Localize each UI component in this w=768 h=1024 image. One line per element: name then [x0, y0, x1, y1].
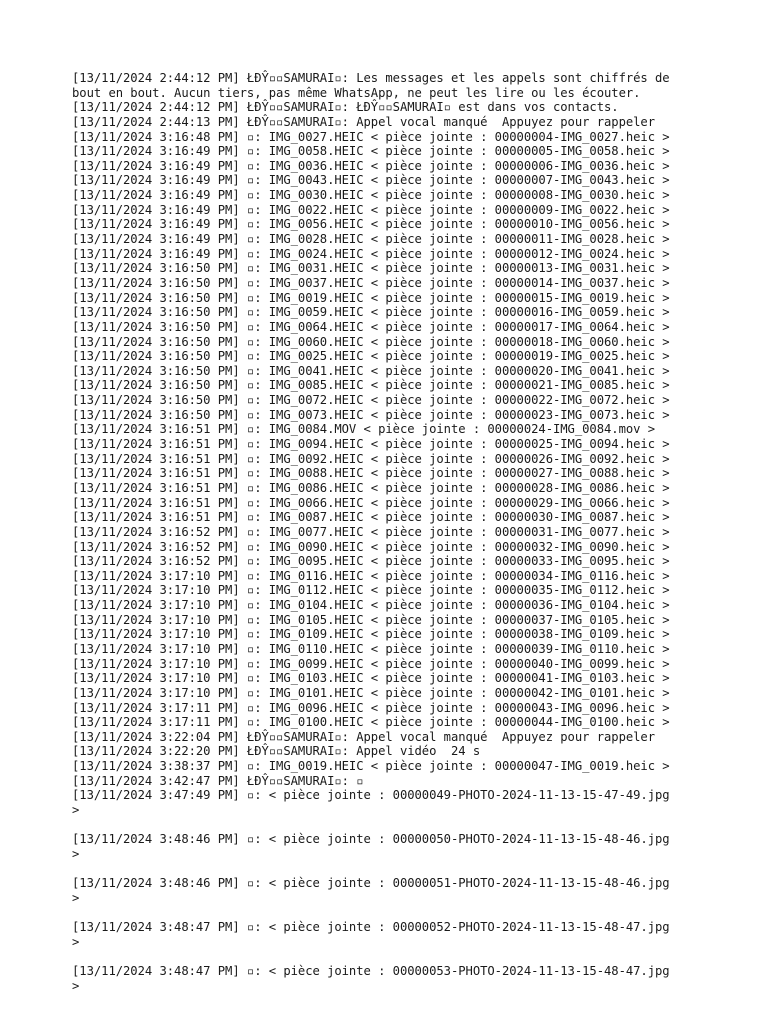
chat-line: [13/11/2024 3:16:49 PM] ▫: IMG_0036.HEIC < pièce jointe : 00000006-IMG_0036.heic >: [72, 158, 670, 173]
chat-line: [13/11/2024 3:16:50 PM] ▫: IMG_0064.HEIC < pièce jointe : 00000017-IMG_0064.heic >: [72, 319, 670, 334]
chat-line: [13/11/2024 3:16:51 PM] ▫: IMG_0066.HEIC < pièce jointe : 00000029-IMG_0066.heic >: [72, 495, 670, 510]
chat-line: [13/11/2024 3:38:37 PM] ▫: IMG_0019.HEIC < pièce jointe : 00000047-IMG_0019.heic >: [72, 759, 670, 774]
chat-line: [13/11/2024 3:16:49 PM] ▫: IMG_0043.HEIC < pièce jointe : 00000007-IMG_0043.heic >: [72, 173, 670, 188]
chat-line: [13/11/2024 2:44:12 PM] ŁĐŶ▫▫SAMURAI▫: Les messages et les appels sont chiffrés de: [72, 71, 670, 85]
chat-line: [13/11/2024 3:16:49 PM] ▫: IMG_0056.HEIC < pièce jointe : 00000010-IMG_0056.heic >: [72, 217, 670, 232]
chat-line: >: [72, 978, 80, 993]
chat-line: [13/11/2024 3:16:49 PM] ▫: IMG_0024.HEIC < pièce jointe : 00000012-IMG_0024.heic >: [72, 246, 670, 261]
chat-line: >: [72, 890, 80, 905]
chat-line: [13/11/2024 3:16:51 PM] ▫: IMG_0084.MOV < pièce jointe : 00000024-IMG_0084.mov >: [72, 422, 656, 437]
chat-line: [13/11/2024 3:16:52 PM] ▫: IMG_0077.HEIC < pièce jointe : 00000031-IMG_0077.heic >: [72, 524, 670, 539]
blank-line: [72, 949, 698, 964]
chat-line: [13/11/2024 3:16:50 PM] ▫: IMG_0025.HEIC < pièce jointe : 00000019-IMG_0025.heic >: [72, 349, 670, 364]
chat-line: [13/11/2024 3:16:48 PM] ▫: IMG_0027.HEIC < pièce jointe : 00000004-IMG_0027.heic >: [72, 129, 670, 144]
chat-line: [13/11/2024 3:16:50 PM] ▫: IMG_0060.HEIC < pièce jointe : 00000018-IMG_0060.heic >: [72, 334, 670, 349]
blank-line: [72, 862, 698, 877]
chat-line: [13/11/2024 3:17:10 PM] ▫: IMG_0101.HEIC < pièce jointe : 00000042-IMG_0101.heic >: [72, 685, 670, 700]
chat-line: [13/11/2024 3:16:52 PM] ▫: IMG_0090.HEIC < pièce jointe : 00000032-IMG_0090.heic >: [72, 539, 670, 554]
chat-line: [13/11/2024 3:22:04 PM] ŁĐŶ▫▫SAMURAI▫: Appel vocal manqué Appuyez pour rappeler: [72, 729, 656, 744]
chat-line: [13/11/2024 3:22:20 PM] ŁĐŶ▫▫SAMURAI▫: Appel vidéo 24 s: [72, 744, 481, 759]
chat-line: [13/11/2024 3:16:50 PM] ▫: IMG_0085.HEIC < pièce jointe : 00000021-IMG_0085.heic >: [72, 378, 670, 393]
chat-line: [13/11/2024 3:17:10 PM] ▫: IMG_0116.HEIC < pièce jointe : 00000034-IMG_0116.heic >: [72, 568, 670, 583]
chat-line: [13/11/2024 3:16:50 PM] ▫: IMG_0037.HEIC < pièce jointe : 00000014-IMG_0037.heic >: [72, 275, 670, 290]
chat-line: [13/11/2024 3:17:10 PM] ▫: IMG_0103.HEIC < pièce jointe : 00000041-IMG_0103.heic >: [72, 671, 670, 686]
chat-line: [13/11/2024 2:44:12 PM] ŁĐŶ▫▫SAMURAI▫: ŁĐŶ▫▫SAMURAI▫ est dans vos contacts.: [72, 100, 619, 115]
chat-line: [13/11/2024 3:16:51 PM] ▫: IMG_0088.HEIC < pièce jointe : 00000027-IMG_0088.heic >: [72, 466, 670, 481]
chat-line: [13/11/2024 3:16:51 PM] ▫: IMG_0086.HEIC < pièce jointe : 00000028-IMG_0086.heic >: [72, 480, 670, 495]
chat-line: [13/11/2024 3:17:10 PM] ▫: IMG_0104.HEIC < pièce jointe : 00000036-IMG_0104.heic >: [72, 598, 670, 613]
chat-line: bout en bout. Aucun tiers, pas même WhatsApp, ne peut les lire ou les écouter.: [72, 85, 641, 100]
chat-line: [13/11/2024 3:17:10 PM] ▫: IMG_0099.HEIC < pièce jointe : 00000040-IMG_0099.heic >: [72, 656, 670, 671]
chat-line: [13/11/2024 3:47:49 PM] ▫: < pièce jointe : 00000049-PHOTO-2024-11-13-15-47-49.jpg: [72, 788, 670, 803]
chat-line: [13/11/2024 3:16:52 PM] ▫: IMG_0095.HEIC < pièce jointe : 00000033-IMG_0095.heic >: [72, 554, 670, 569]
chat-line: [13/11/2024 3:48:46 PM] ▫: < pièce jointe : 00000051-PHOTO-2024-11-13-15-48-46.jpg: [72, 876, 670, 891]
chat-line: [13/11/2024 3:16:51 PM] ▫: IMG_0094.HEIC < pièce jointe : 00000025-IMG_0094.heic >: [72, 437, 670, 452]
chat-line: [13/11/2024 3:17:10 PM] ▫: IMG_0112.HEIC < pièce jointe : 00000035-IMG_0112.heic >: [72, 583, 670, 598]
chat-line: [13/11/2024 3:16:49 PM] ▫: IMG_0028.HEIC < pièce jointe : 00000011-IMG_0028.heic >: [72, 232, 670, 247]
chat-line: [13/11/2024 3:17:10 PM] ▫: IMG_0110.HEIC < pièce jointe : 00000039-IMG_0110.heic >: [72, 641, 670, 656]
chat-export-text: [72, 71, 698, 993]
chat-line: [13/11/2024 3:17:10 PM] ▫: IMG_0109.HEIC < pièce jointe : 00000038-IMG_0109.heic >: [72, 627, 670, 642]
chat-line: [13/11/2024 3:16:50 PM] ▫: IMG_0019.HEIC < pièce jointe : 00000015-IMG_0019.heic >: [72, 290, 670, 305]
chat-line: [13/11/2024 3:48:46 PM] ▫: < pièce jointe : 00000050-PHOTO-2024-11-13-15-48-46.jpg: [72, 832, 670, 847]
chat-line: [13/11/2024 3:16:50 PM] ▫: IMG_0041.HEIC < pièce jointe : 00000020-IMG_0041.heic >: [72, 363, 670, 378]
chat-line: [13/11/2024 3:17:11 PM] ▫: IMG_0096.HEIC < pièce jointe : 00000043-IMG_0096.heic >: [72, 700, 670, 715]
chat-line: [13/11/2024 3:48:47 PM] ▫: < pièce jointe : 00000052-PHOTO-2024-11-13-15-48-47.jpg: [72, 920, 670, 935]
chat-line: >: [72, 803, 80, 818]
chat-line: [13/11/2024 2:44:13 PM] ŁĐŶ▫▫SAMURAI▫: Appel vocal manqué Appuyez pour rappeler: [72, 114, 656, 129]
chat-line: [13/11/2024 3:17:11 PM] ▫: IMG_0100.HEIC < pièce jointe : 00000044-IMG_0100.heic >: [72, 715, 670, 730]
chat-line: [13/11/2024 3:16:50 PM] ▫: IMG_0059.HEIC < pièce jointe : 00000016-IMG_0059.heic >: [72, 305, 670, 320]
chat-line: >: [72, 846, 80, 861]
chat-line: [13/11/2024 3:16:50 PM] ▫: IMG_0031.HEIC < pièce jointe : 00000013-IMG_0031.heic >: [72, 261, 670, 276]
chat-line: [13/11/2024 3:48:47 PM] ▫: < pièce jointe : 00000053-PHOTO-2024-11-13-15-48-47.jpg: [72, 964, 670, 979]
chat-line: [13/11/2024 3:16:49 PM] ▫: IMG_0022.HEIC < pièce jointe : 00000009-IMG_0022.heic >: [72, 202, 670, 217]
blank-line: [72, 818, 698, 833]
chat-line: >: [72, 934, 80, 949]
blank-line: [72, 906, 698, 921]
chat-line: [13/11/2024 3:16:50 PM] ▫: IMG_0072.HEIC < pièce jointe : 00000022-IMG_0072.heic >: [72, 393, 670, 408]
chat-line: [13/11/2024 3:16:51 PM] ▫: IMG_0087.HEIC < pièce jointe : 00000030-IMG_0087.heic >: [72, 510, 670, 525]
chat-line: [13/11/2024 3:17:10 PM] ▫: IMG_0105.HEIC < pièce jointe : 00000037-IMG_0105.heic >: [72, 612, 670, 627]
chat-line: [13/11/2024 3:16:50 PM] ▫: IMG_0073.HEIC < pièce jointe : 00000023-IMG_0073.heic >: [72, 407, 670, 422]
chat-line: [13/11/2024 3:42:47 PM] ŁĐŶ▫▫SAMURAI▫: ▫: [72, 773, 364, 788]
chat-line: [13/11/2024 3:16:49 PM] ▫: IMG_0058.HEIC < pièce jointe : 00000005-IMG_0058.heic >: [72, 144, 670, 159]
chat-line: [13/11/2024 3:16:49 PM] ▫: IMG_0030.HEIC < pièce jointe : 00000008-IMG_0030.heic >: [72, 188, 670, 203]
chat-line: [13/11/2024 3:16:51 PM] ▫: IMG_0092.HEIC < pièce jointe : 00000026-IMG_0092.heic >: [72, 451, 670, 466]
